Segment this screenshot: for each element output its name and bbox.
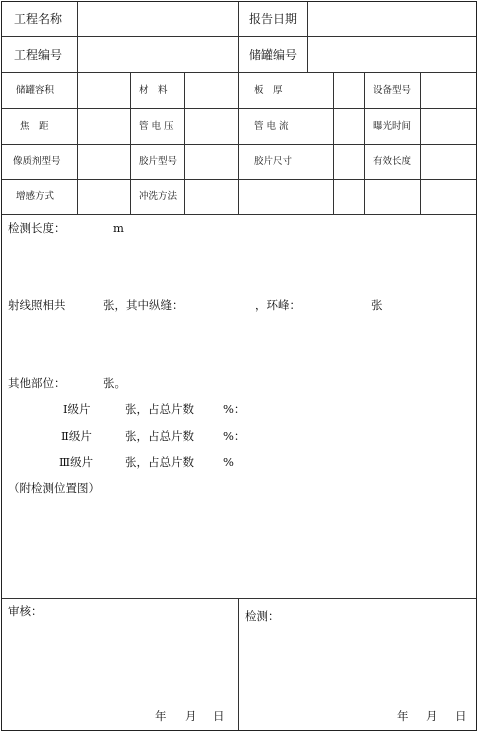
rule-row3 (2, 108, 476, 109)
grade2-label: Ⅱ级片 (61, 429, 92, 443)
film-model-label: 胶片型号 (139, 156, 178, 167)
shots-total-label: 射线照相共 (8, 298, 66, 312)
other-parts-label: 其他部位： (8, 376, 66, 390)
iqi-model-label: 像质剂型号 (13, 156, 61, 167)
inspection-form (1, 1, 477, 731)
rule-row5 (2, 179, 476, 180)
review-day: 日 (213, 709, 225, 723)
inspect-year: 年 (397, 709, 409, 723)
film-size-label: 胶片尺寸 (254, 156, 293, 167)
grade2-ratio: 张，占总片数 (125, 429, 194, 443)
tube-voltage-label: 管 电 压 (139, 121, 174, 132)
screen-mode-label: 增感方式 (16, 191, 55, 202)
rule-col-h (420, 72, 421, 214)
shots-longitudinal-label: 张，其中纵缝： (103, 298, 184, 312)
other-sheets-label: 张。 (103, 376, 126, 390)
equipment-model-label: 设备型号 (373, 85, 412, 96)
review-year: 年 (155, 709, 167, 723)
rule-col-b (130, 72, 131, 214)
rule-row4 (2, 144, 476, 145)
rule-col-a (77, 2, 78, 214)
rule-row1 (2, 36, 476, 37)
inspection-length-label: 检测长度： (8, 221, 66, 235)
tank-volume-label: 储罐容积 (16, 85, 55, 96)
exposure-time-label: 曝光时间 (373, 121, 412, 132)
tank-no-label: 储罐编号 (249, 48, 298, 62)
tube-current-label: 管 电 流 (254, 121, 289, 132)
rule-col-f (333, 72, 334, 214)
rule-col-g (364, 72, 365, 214)
material-label: 材 料 (139, 85, 168, 96)
grade3-pct: % (223, 455, 234, 469)
grade1-ratio: 张，占总片数 (125, 402, 194, 416)
unit-m: m (113, 221, 124, 235)
inspect-month: 月 (426, 709, 438, 723)
rule-col-e (307, 2, 308, 72)
rule-col-c (184, 72, 185, 214)
focal-distance-label: 焦 距 (20, 121, 49, 132)
attachment-note: （附检测位置图） (8, 481, 100, 495)
grade1-pct: %： (223, 402, 246, 416)
sheet-unit-label: 张 (371, 298, 383, 312)
rule-footer (2, 598, 476, 599)
circumferential-label: ，环峰： (255, 298, 301, 312)
grade3-label: Ⅲ级片 (59, 455, 94, 469)
review-month: 月 (185, 709, 197, 723)
rule-footer-split (238, 598, 239, 730)
rule-row2 (2, 72, 476, 73)
inspect-label: 检测： (245, 609, 280, 623)
grade2-pct: %： (223, 429, 246, 443)
effective-length-label: 有效长度 (373, 156, 412, 167)
project-name-label: 工程名称 (14, 12, 63, 26)
processing-method-label: 冲洗方法 (139, 191, 178, 202)
grade1-label: Ⅰ级片 (63, 402, 91, 416)
review-label: 审核： (8, 604, 43, 618)
report-date-label: 报告日期 (249, 12, 298, 26)
rule-row6 (2, 214, 476, 215)
grade3-ratio: 张，占总片数 (125, 455, 194, 469)
project-no-label: 工程编号 (14, 48, 63, 62)
rule-col-d (238, 2, 239, 214)
inspect-day: 日 (455, 709, 467, 723)
plate-thickness-label: 板 厚 (254, 85, 283, 96)
